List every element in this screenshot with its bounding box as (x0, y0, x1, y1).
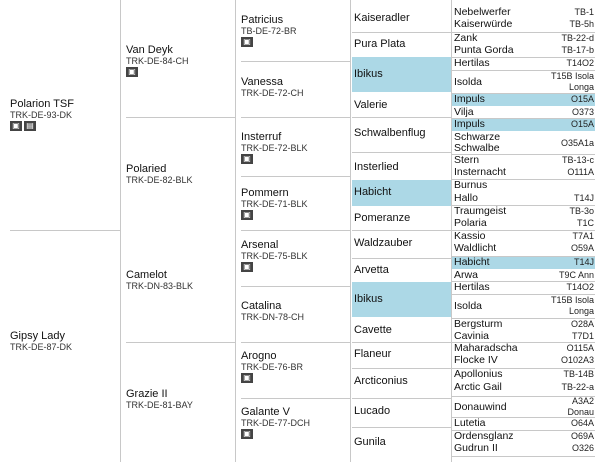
horse-gen5[interactable] (452, 58, 595, 70)
horse-reference: T7D1 (571, 331, 594, 341)
horse-reference: T14O2 (566, 282, 594, 292)
horse-name: Flocke IV (454, 354, 498, 366)
horse-name: Arcticonius (354, 375, 408, 387)
horse-gen4[interactable] (352, 318, 451, 342)
horse-registration: TRK-DE-84-CH (126, 56, 189, 66)
divider (120, 0, 121, 462)
camera-icon[interactable]: ▣ (241, 429, 253, 439)
horse-gen4[interactable] (352, 0, 451, 32)
horse-name: Hallo (454, 192, 478, 204)
camera-icon[interactable]: ▣ (241, 373, 253, 383)
horse-reference: TB-13-c (561, 155, 594, 165)
divider (241, 398, 351, 399)
horse-gen5[interactable] (452, 19, 595, 30)
divider (241, 117, 351, 118)
horse-name: Impuls (454, 118, 485, 130)
horse-gen5[interactable] (452, 45, 595, 56)
horse-name: Galante V (241, 406, 290, 418)
divider (241, 176, 351, 177)
horse-name: Vilja (454, 106, 474, 118)
horse-gen5[interactable] (452, 443, 595, 455)
horse-reference: O64A (570, 418, 594, 428)
horse-gen5[interactable] (452, 355, 595, 367)
horse-reference: O15A (570, 94, 594, 104)
horse-reference: TB-17-b (561, 45, 594, 55)
horse-gen5[interactable] (452, 382, 595, 394)
horse-name: Lutetia (454, 417, 486, 429)
divider (235, 0, 236, 462)
horse-reference: T14J (573, 193, 594, 203)
horse-gen5[interactable] (452, 319, 595, 330)
horse-name: Waldlicht (454, 242, 497, 254)
divider (126, 117, 235, 118)
horse-name: Polarion TSF (10, 98, 74, 110)
horse-gen4[interactable] (352, 343, 451, 368)
divider (241, 230, 351, 231)
horse-name: Insterruf (241, 131, 282, 143)
horse-name: Maharadscha (454, 342, 518, 354)
camera-icon[interactable]: ▣ (126, 67, 138, 77)
horse-gen4[interactable] (352, 259, 451, 281)
horse-registration: TRK-DN-78-CH (241, 312, 304, 322)
horse-gen5[interactable] (452, 331, 595, 342)
camera-icon[interactable]: ▣ (241, 37, 253, 47)
horse-reference: TB-5h (569, 19, 594, 29)
horse-name: Habicht (454, 256, 490, 268)
horse-name: Zank (454, 32, 478, 44)
horse-registration: TB-DE-72-BR (241, 26, 297, 36)
horse-reference: O69A (570, 431, 594, 441)
horse-gen5[interactable] (452, 107, 595, 118)
horse-reference: T14O2 (566, 58, 594, 68)
horse-gen5[interactable] (452, 397, 595, 417)
horse-name: Schwalbenflug (354, 127, 426, 139)
horse-gen3[interactable] (241, 239, 349, 279)
horse-name: Hertilas (454, 281, 490, 293)
horse-gen4[interactable] (352, 428, 451, 454)
horse-name: Pomeranze (354, 212, 411, 224)
horse-name: Valerie (354, 99, 388, 111)
horse-name: Habicht (354, 186, 392, 198)
horse-name: Gipsy Lady (10, 330, 66, 342)
horse-reference: O28A (570, 319, 594, 329)
horse-name: Pommern (241, 187, 289, 199)
horse-name: Gudrun II (454, 442, 498, 454)
horse-gen5[interactable] (452, 270, 595, 281)
horse-reference: T15B Isola Longa (550, 71, 594, 92)
camera-icon[interactable]: ▣ (10, 121, 22, 131)
horse-name: Kaiserwürde (454, 18, 513, 30)
horse-subject[interactable] (10, 98, 118, 138)
horse-name: Isolda (454, 299, 483, 312)
divider (350, 0, 351, 462)
horse-name: Burnus (454, 179, 488, 191)
horse-name: Cavinia (454, 330, 490, 342)
horse-name: Bergsturm (454, 318, 503, 330)
camera-icon[interactable]: ▣ (241, 210, 253, 220)
horse-name: Arogno (241, 350, 277, 362)
horse-registration: TRK-DE-76-BR (241, 362, 304, 372)
horse-reference: O35A1a (560, 137, 594, 148)
horse-gen5-highlighted[interactable] (452, 94, 595, 106)
horse-gen4-highlighted[interactable] (352, 57, 451, 92)
horse-gen4-highlighted[interactable] (352, 282, 451, 317)
horse-gen5[interactable] (452, 282, 595, 294)
divider (241, 342, 351, 343)
horse-name: Polaria (454, 217, 487, 229)
horse-gen5[interactable] (452, 243, 595, 255)
horse-gen3[interactable] (241, 14, 349, 54)
horse-reference: T15B Isola Longa (550, 295, 594, 316)
horse-name: Ordensglanz (454, 430, 514, 442)
horse-name: Van Deyk (126, 44, 173, 56)
horse-reference: TB-1 (574, 7, 594, 17)
horse-gen4[interactable] (352, 369, 451, 395)
horse-registration: TRK-DE-75-BLK (241, 251, 308, 261)
horse-name: Cavette (354, 324, 392, 336)
horse-gen3[interactable] (241, 406, 349, 446)
divider (452, 456, 595, 457)
horse-name: Lucado (354, 405, 391, 417)
horse-name: Flaneur (354, 348, 392, 360)
horse-name: Vanessa (241, 76, 283, 88)
horse-gen5-highlighted[interactable] (452, 257, 595, 269)
horse-reference: O373 (571, 107, 594, 117)
horse-gen5[interactable] (452, 218, 595, 229)
horse-registration: TRK-DE-71-BLK (241, 199, 308, 209)
horse-gen5[interactable] (452, 369, 595, 381)
horse-reference: TB-22-d (561, 33, 594, 43)
horse-name: Insternacht (454, 166, 506, 178)
horse-gen4[interactable] (352, 33, 451, 57)
horse-gen4-highlighted[interactable] (352, 180, 451, 206)
horse-name: Polaried (126, 163, 167, 175)
horse-reference: O115A (566, 343, 594, 353)
camera-icon[interactable]: ▣ (241, 262, 253, 272)
horse-name: Stern (454, 154, 480, 166)
horse-name: Nebelwerfer (454, 6, 511, 18)
horse-gen5[interactable] (452, 180, 595, 192)
horse-name: Punta Gorda (454, 44, 514, 56)
horse-reference: T1C (576, 218, 594, 228)
horse-name: Ibikus (354, 293, 383, 305)
horse-reference: A3A2 Donau (567, 396, 594, 417)
horse-reference: O111A (567, 167, 594, 177)
horse-name: Impuls (454, 93, 485, 105)
horse-gen5[interactable] (452, 295, 595, 317)
horse-name: Patricius (241, 14, 284, 26)
horse-registration: TRK-DE-82-BLK (126, 175, 193, 185)
horse-gen5[interactable] (452, 155, 595, 166)
horse-name: Camelot (126, 269, 167, 281)
divider (10, 230, 120, 231)
horse-registration: TRK-DE-87-DK (10, 342, 73, 352)
horse-reference: O102A3 (560, 355, 594, 365)
horse-gen5[interactable] (452, 167, 595, 178)
horse-gen5[interactable] (452, 71, 595, 93)
horse-name: Catalina (241, 300, 282, 312)
horse-name: Traumgeist (454, 205, 507, 217)
horse-name: Isolda (454, 75, 483, 88)
horse-name: Arsenal (241, 239, 279, 251)
horse-gen5[interactable] (452, 418, 595, 430)
horse-gen4[interactable] (352, 207, 451, 230)
horse-name: Apollonius (454, 368, 503, 380)
horse-registration: TRK-DE-81-BAY (126, 400, 193, 410)
horse-registration: TRK-DE-77-DCH (241, 418, 311, 428)
horse-gen5[interactable] (452, 7, 595, 18)
horse-registration: TRK-DN-83-BLK (126, 281, 194, 291)
horse-reference: O15A (570, 119, 594, 129)
horse-gen3[interactable] (241, 187, 349, 227)
horse-reference: O326 (571, 443, 594, 453)
horse-name: Arwa (454, 269, 478, 281)
horse-gen3[interactable] (241, 350, 349, 390)
horse-gen4[interactable] (352, 231, 451, 258)
horse-gen4[interactable] (352, 399, 451, 427)
horse-reference: TB-22-a (561, 382, 594, 392)
camera-icon[interactable]: ▣ (241, 154, 253, 164)
horse-name: Schwarze Schwalbe (454, 131, 501, 154)
horse-gen5[interactable] (452, 33, 595, 44)
horse-registration: TRK-DE-72-CH (241, 88, 304, 98)
horse-gen4[interactable] (352, 93, 451, 117)
horse-name: Ibikus (354, 68, 383, 80)
divider (241, 61, 351, 62)
horse-name: Arctic Gail (454, 381, 502, 393)
horse-gen5[interactable] (452, 132, 595, 154)
horse-name: Kassio (454, 230, 486, 242)
horse-name: Grazie II (126, 388, 168, 400)
horse-name: Kaiseradler (354, 12, 410, 24)
horse-gen4[interactable] (352, 118, 451, 152)
horse-gen3[interactable] (241, 76, 349, 102)
horse-gen4[interactable] (352, 153, 451, 179)
horse-registration: TRK-DE-93-DK (10, 110, 73, 120)
horse-name: Arvetta (354, 264, 389, 276)
horse-gen3[interactable] (241, 300, 349, 326)
horse-name: Insterlied (354, 161, 399, 173)
horse-name: Hertilas (454, 57, 490, 69)
horse-gen2[interactable] (126, 44, 234, 84)
horse-reference: TB-14B (563, 369, 594, 379)
horse-name: Gunila (354, 436, 386, 448)
horse-name: Pura Plata (354, 38, 406, 50)
divider (126, 342, 235, 343)
horse-gen2[interactable] (126, 269, 234, 295)
horse-reference: T7A1 (572, 231, 594, 241)
horse-gen5-highlighted[interactable] (452, 119, 595, 131)
divider (241, 286, 351, 287)
horse-reference (594, 180, 595, 192)
horse-reference: T9C Ann (558, 270, 594, 280)
horse-gen2[interactable] (126, 163, 234, 189)
horse-gen5[interactable] (452, 193, 595, 205)
horse-dam[interactable] (10, 330, 118, 356)
horse-name: Waldzauber (354, 237, 413, 249)
horse-reference: TB-3o (569, 206, 594, 216)
horse-gen2[interactable] (126, 388, 234, 414)
horse-name: Donauwind (454, 400, 507, 413)
horse-reference: T14J (573, 257, 594, 267)
film-icon[interactable]: ▤ (24, 121, 36, 131)
horse-reference: O59A (570, 243, 594, 253)
horse-registration: TRK-DE-72-BLK (241, 143, 308, 153)
horse-gen3[interactable] (241, 131, 349, 171)
